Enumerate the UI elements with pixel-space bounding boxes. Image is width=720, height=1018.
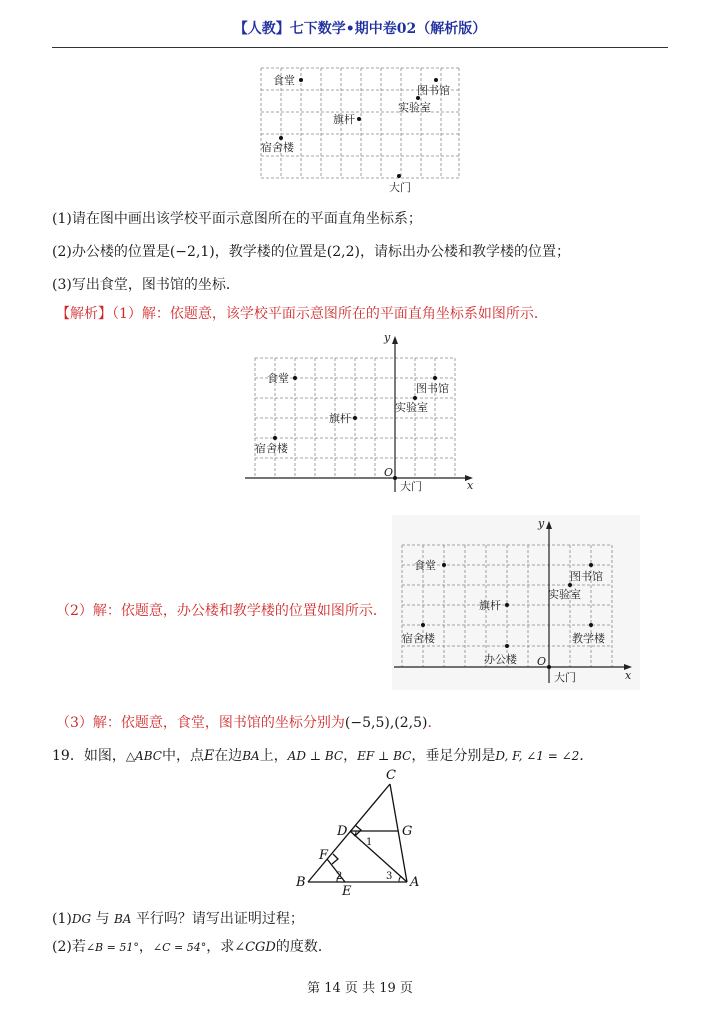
canteen-point [293,376,297,380]
lab-label: 实验室 [398,101,431,114]
label-c: C [386,768,396,783]
q18-answer3: （3）解：依题意，食堂，图书馆的坐标分别为(−5,5),(2,5)． [56,715,442,731]
office-label: 办公楼 [484,653,517,666]
canteen-label: 食堂 [414,559,436,572]
q18-part1: (1)请在图中画出该学校平面示意图所在的平面直角坐标系； [52,211,422,227]
label-e: E [342,884,352,895]
label-a: A [410,875,420,890]
lab-label: 实验室 [548,588,581,601]
dormitory-point [273,436,277,440]
label-g: G [402,824,413,839]
library-label: 图书馆 [416,382,449,395]
library-label: 图书馆 [570,570,603,583]
flagpole-point [357,117,361,121]
page-header: 【人教】七下数学•期中卷02（解析版） [233,21,487,37]
canteen-label: 食堂 [273,74,295,87]
angle-2-label: 2 [336,871,343,882]
label-f: F [319,848,329,863]
dormitory-label: 宿舍楼 [255,442,288,455]
origin-label: O [537,655,547,668]
map-figure-original [255,60,465,195]
lab-point [413,396,417,400]
lab-label: 实验室 [395,401,428,414]
q18-answer2: （2）解：依题意，办公楼和教学楼的位置如图所示． [56,603,387,619]
page-footer: 第 14 页 共 19 页 [307,981,413,996]
library-point [433,376,437,380]
map-figure-complete [392,515,640,690]
canteen-point [299,78,303,82]
dormitory-point [421,623,425,627]
label-d: D [337,824,348,839]
q19-part2: (2)若∠B = 51°，∠C = 54°，求∠CGD的度数． [52,939,332,955]
y-axis-label: y [538,517,545,530]
gate-label: 大门 [554,671,576,684]
right-angle-f [332,854,338,864]
side-bc [308,784,393,882]
gate-point [547,665,551,669]
angle-1-label: 1 [366,837,373,848]
canteen-point [442,563,446,567]
dormitory-label: 宿舍楼 [402,632,435,645]
library-point [434,78,438,82]
origin-label: O [384,466,394,479]
gate-point [397,174,401,178]
gate-point [393,476,397,480]
library-label: 图书馆 [417,84,450,97]
dormitory-label: 宿舍楼 [261,141,294,154]
x-axis-label: x [625,669,632,682]
flagpole-label: 旗杆 [479,599,501,612]
header-rule [52,47,668,48]
canteen-label: 食堂 [267,372,289,385]
y-axis-label: y [384,331,391,344]
teaching-label: 教学楼 [572,632,605,645]
label-b: B [296,875,306,890]
q18-part2: (2)办公楼的位置是(−2,1)，教学楼的位置是(2,2)，请标出办公楼和教学楼的位置； [52,244,570,260]
lab-point [568,583,572,587]
segment-ad [350,831,407,882]
flagpole-label: 旗杆 [333,113,355,126]
triangle-figure [290,765,430,895]
q19-stem: 19．如图，△ABC中，点E在边BA上，AD ⊥ BC，EF ⊥ BC，垂足分别是D, F, ∠1 = ∠2． [52,748,594,764]
flagpole-point [353,416,357,420]
q18-part3: (3)写出食堂，图书馆的坐标． [52,277,240,293]
q18-answer1: 【解析】（1）解：依题意，该学校平面示意图所在的平面直角坐标系如图所示． [56,306,548,322]
teaching-point [589,623,593,627]
q19-part1: (1)DG 与 BA 平行吗？请写出证明过程； [52,911,304,927]
library-point [589,563,593,567]
office-point [505,644,509,648]
angle-3-label: 3 [386,871,393,882]
x-axis-label: x [467,479,474,492]
flagpole-point [505,603,509,607]
flagpole-label: 旗杆 [329,412,351,425]
dormitory-point [279,136,283,140]
map-figure-axes [243,330,478,498]
gate-label: 大门 [400,480,422,493]
gate-label: 大门 [389,181,411,194]
